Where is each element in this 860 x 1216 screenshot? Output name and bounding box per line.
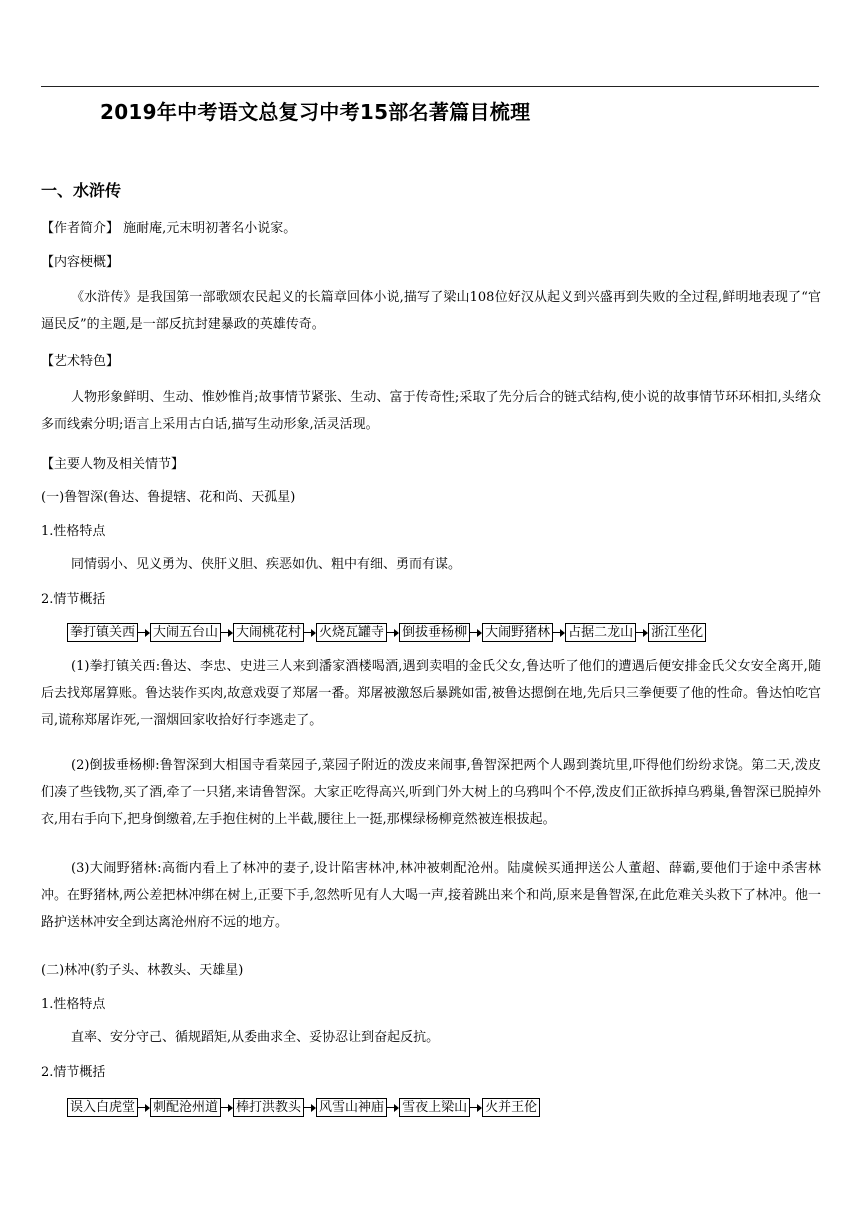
plot-label: 2.情节概括 [41,1065,106,1080]
arrow-icon [138,628,150,638]
character-heading-linchong: (二)林冲(豹子头、林教头、天雄星) [41,963,244,978]
trait-text: 同情弱小、见义勇为、侠肝义胆、疾恶如仇、粗中有细、勇而有谋。 [71,557,462,572]
plot-box: 大闹野猪林 [482,623,553,642]
plot-box: 大闹五台山 [150,623,221,642]
trait-text: 直率、安分守己、循规蹈矩,从委曲求全、妥协忍让到奋起反抗。 [71,1030,440,1045]
story-paragraph-1: (1)拳打镇关西:鲁达、李忠、史进三人来到潘家酒楼喝酒,遇到卖唱的金氏父女,鲁达听了他们的遭遇后便安排金氏父女安全离开,随后去找郑屠算账。鲁达装作买肉,故意戏耍了郑屠一番。郑屠被激怒后暴跳如雷,被鲁达摁倒在地,先后只三拳便要了他的性命。鲁达怕吃官司,谎称郑屠诈死,一溜烟回家收拾好行李逃走了。 [41,659,821,728]
summary-paragraph: 《水浒传》是我国第一部歌颂农民起义的长篇章回体小说,描写了梁山108位好汉从起义到兴盛再到失败的全过程,鲜明地表现了“官逼民反”的主题,是一部反抗封建暴政的英雄传奇。 [41,290,821,332]
plot-box: 倒拔垂杨柳 [399,623,470,642]
plot-box: 拳打镇关西 [67,623,138,642]
plot-box: 风雪山神庙 [316,1098,387,1117]
plot-flow-linchong [67,1098,540,1117]
header-rule [41,86,819,87]
art-heading: 【艺术特色】 [41,354,120,369]
art-paragraph: 人物形象鲜明、生动、惟妙惟肖;故事情节紧张、生动、富于传奇性;采取了先分后合的链式结构,使小说的故事情节环环相扣,头绪众多而线索分明;语言上采用古白话,描写生动形象,活灵活现。 [41,390,821,432]
characters-heading: 【主要人物及相关情节】 [41,457,185,472]
document-title: 2019年中考语文总复习中考15部名著篇目梳理 [100,100,531,124]
summary-heading: 【内容梗概】 [41,255,120,270]
plot-flow-luzhishen [67,623,706,642]
arrow-icon [470,628,482,638]
story-paragraph-2: (2)倒拔垂杨柳:鲁智深到大相国寺看菜园子,菜园子附近的泼皮来闹事,鲁智深把两个人踢到粪坑里,吓得他们纷纷求饶。第二天,泼皮们凑了些钱物,买了酒,牵了一只猪,来请鲁智深。大家正吃得高兴,听到门外大树上的乌鸦叫个不停,泼皮们正欲拆掉乌鸦巢,鲁智深已脱掉外衣,用右手向下,把身倒缴着,左手抱住树的上半截,腰往上一挺,那棵绿杨柳竟然被连根拔起。 [41,758,821,827]
arrow-icon [221,628,233,638]
trait-label: 1.性格特点 [41,997,106,1012]
arrow-icon [636,628,648,638]
arrow-icon [553,628,565,638]
plot-label: 2.情节概括 [41,592,106,607]
story-paragraph-3: (3)大闹野猪林:高衙内看上了林冲的妻子,设计陷害林冲,林冲被刺配沧州。陆虞候买通押送公人董超、薛霸,要他们于途中杀害林冲。在野猪林,两公差把林冲绑在树上,正要下手,忽然听见有人大喝一声,接着跳出来个和尚,原来是鲁智深,在此危难关头救下了林冲。他一路护送林冲安全到达离沧州府不远的地方。 [41,861,821,930]
arrow-icon [138,1103,150,1113]
plot-box: 占据二龙山 [565,623,636,642]
plot-box: 浙江坐化 [648,623,706,642]
trait-label: 1.性格特点 [41,524,106,539]
character-heading-luzhishen: (一)鲁智深(鲁达、鲁提辖、花和尚、天孤星) [41,490,296,505]
plot-box: 大闹桃花村 [233,623,304,642]
section-title: 一、水浒传 [41,181,122,200]
arrow-icon [387,628,399,638]
plot-box: 雪夜上梁山 [399,1098,470,1117]
arrow-icon [387,1103,399,1113]
arrow-icon [470,1103,482,1113]
plot-box: 刺配沧州道 [150,1098,221,1117]
arrow-icon [304,628,316,638]
plot-box: 棒打洪教头 [233,1098,304,1117]
arrow-icon [304,1103,316,1113]
author-intro: 【作者简介】 施耐庵,元末明初著名小说家。 [41,221,297,236]
plot-box: 误入白虎堂 [67,1098,138,1117]
arrow-icon [221,1103,233,1113]
plot-box: 火烧瓦罐寺 [316,623,387,642]
plot-box: 火并王伦 [482,1098,540,1117]
